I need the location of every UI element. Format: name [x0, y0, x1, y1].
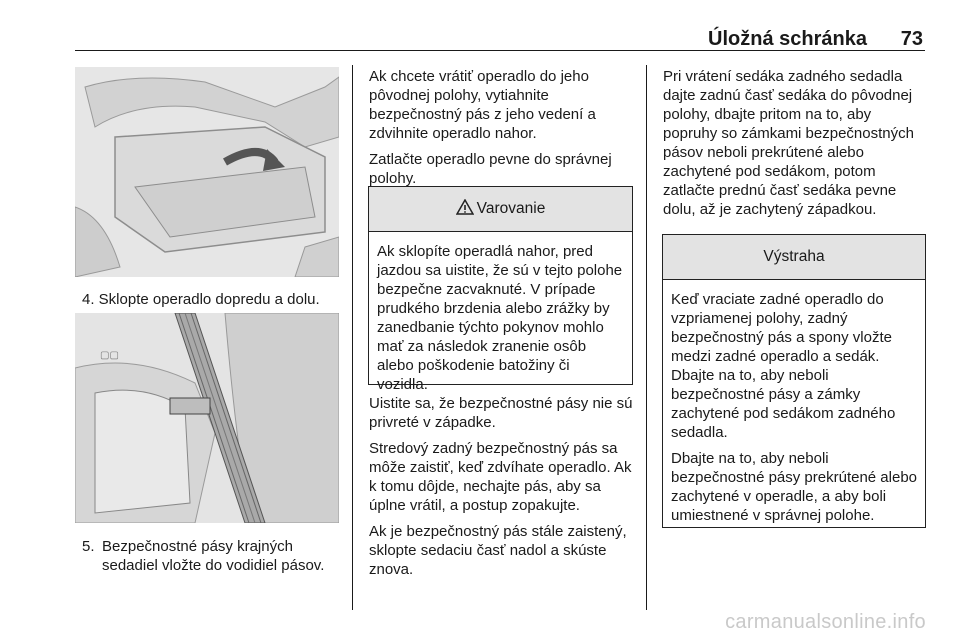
- warning-body: [369, 232, 632, 407]
- caution-body: [663, 280, 925, 538]
- right-paragraph-1: Pri vrátení sedáka zadného sedadla dajte zadnú časť sedáka do pôvodnej polohy, dbajte pritom na to, aby popruhy so zámkami bezpečnostných pásov neboli prekrútené alebo zachytené pod sedákom, potom zatlačte prednú časť sedáka pevne dolu, až je zachytený západkou.: [663, 68, 914, 218]
- page-number: 73: [900, 28, 923, 50]
- figure-folded-seat: [75, 67, 339, 277]
- belt-guide-illustration: [75, 313, 339, 523]
- warning-text: Ak sklopíte operadlá nahor, pred jazdou sa uistite, že sú v tejto polohe bezpečne zacvaknuté. V prípade prudkého brzdenia alebo zrážky by zanedbanie týchto pokynov mohlo mať za následok zranenie osôb alebo poškodenie batožiny či vozidla.: [377, 243, 623, 393]
- warning-title: Varovanie: [476, 200, 546, 217]
- figure-belt-guide: [75, 313, 339, 523]
- caution-text-2: Dbajte na to, aby neboli bezpečnostné pásy prekrútené alebo zachytené v operadle, a aby boli umiestnené v správnej polohe.: [671, 450, 918, 524]
- step-4-text: 4. Sklopte operadlo dopredu a dolu.: [82, 291, 320, 308]
- caution-title: Výstraha: [763, 248, 825, 265]
- step-5-text: Bezpečnostné pásy krajných sedadiel vložte do vodidiel pásov.: [102, 538, 325, 574]
- middle-paragraph-1: Ak chcete vrátiť operadlo do jeho pôvodnej polohy, vytiahnite bezpečnostný pás z jeho vedení a zdvihnite operadlo nahor.: [369, 68, 596, 142]
- page-title: Úložná schránka: [708, 28, 867, 50]
- step-5-number: 5.: [82, 538, 95, 555]
- warning-triangle-icon: [456, 199, 474, 220]
- caution-text-1: Keď vraciate zadné operadlo do vzpriamenej polohy, zadný bezpečnostný pás a spony vložte medzi zadné operadlo a sedák. Dbajte na to, aby neboli bezpečnostné pásy a zámky zachytené pod sedákom zadného sedadla.: [671, 291, 896, 441]
- caution-box-header: [663, 235, 925, 280]
- column-divider-left: [352, 65, 353, 610]
- middle-column-lower: [369, 394, 635, 586]
- middle-paragraph-3: Uistite sa, že bezpečnostné pásy nie sú privreté v západke.: [369, 395, 633, 431]
- middle-paragraph-5: Ak je bezpečnostný pás stále zaistený, sklopte sedaciu časť nadol a skúste znova.: [369, 523, 627, 578]
- svg-text:▢▢: ▢▢: [100, 350, 119, 361]
- header-rule: [75, 50, 925, 51]
- warning-box: [368, 186, 633, 393]
- middle-column: [369, 67, 633, 195]
- middle-paragraph-4: Stredový zadný bezpečnostný pás sa môže zaistiť, keď zdvíhate operadlo. Ak k tomu dôjde, nechajte pás, aby sa úplne vrátil, a postup zopakujte.: [369, 440, 632, 514]
- right-column: [663, 67, 927, 226]
- watermark: carmanualsonline.info: [725, 611, 926, 633]
- column-divider-right: [646, 65, 647, 610]
- middle-paragraph-2: Zatlačte operadlo pevne do správnej polohy.: [369, 151, 612, 187]
- warning-box-header: [369, 187, 632, 232]
- step-5: [82, 537, 344, 575]
- caution-box: [662, 234, 926, 528]
- folded-seat-illustration: [75, 67, 339, 277]
